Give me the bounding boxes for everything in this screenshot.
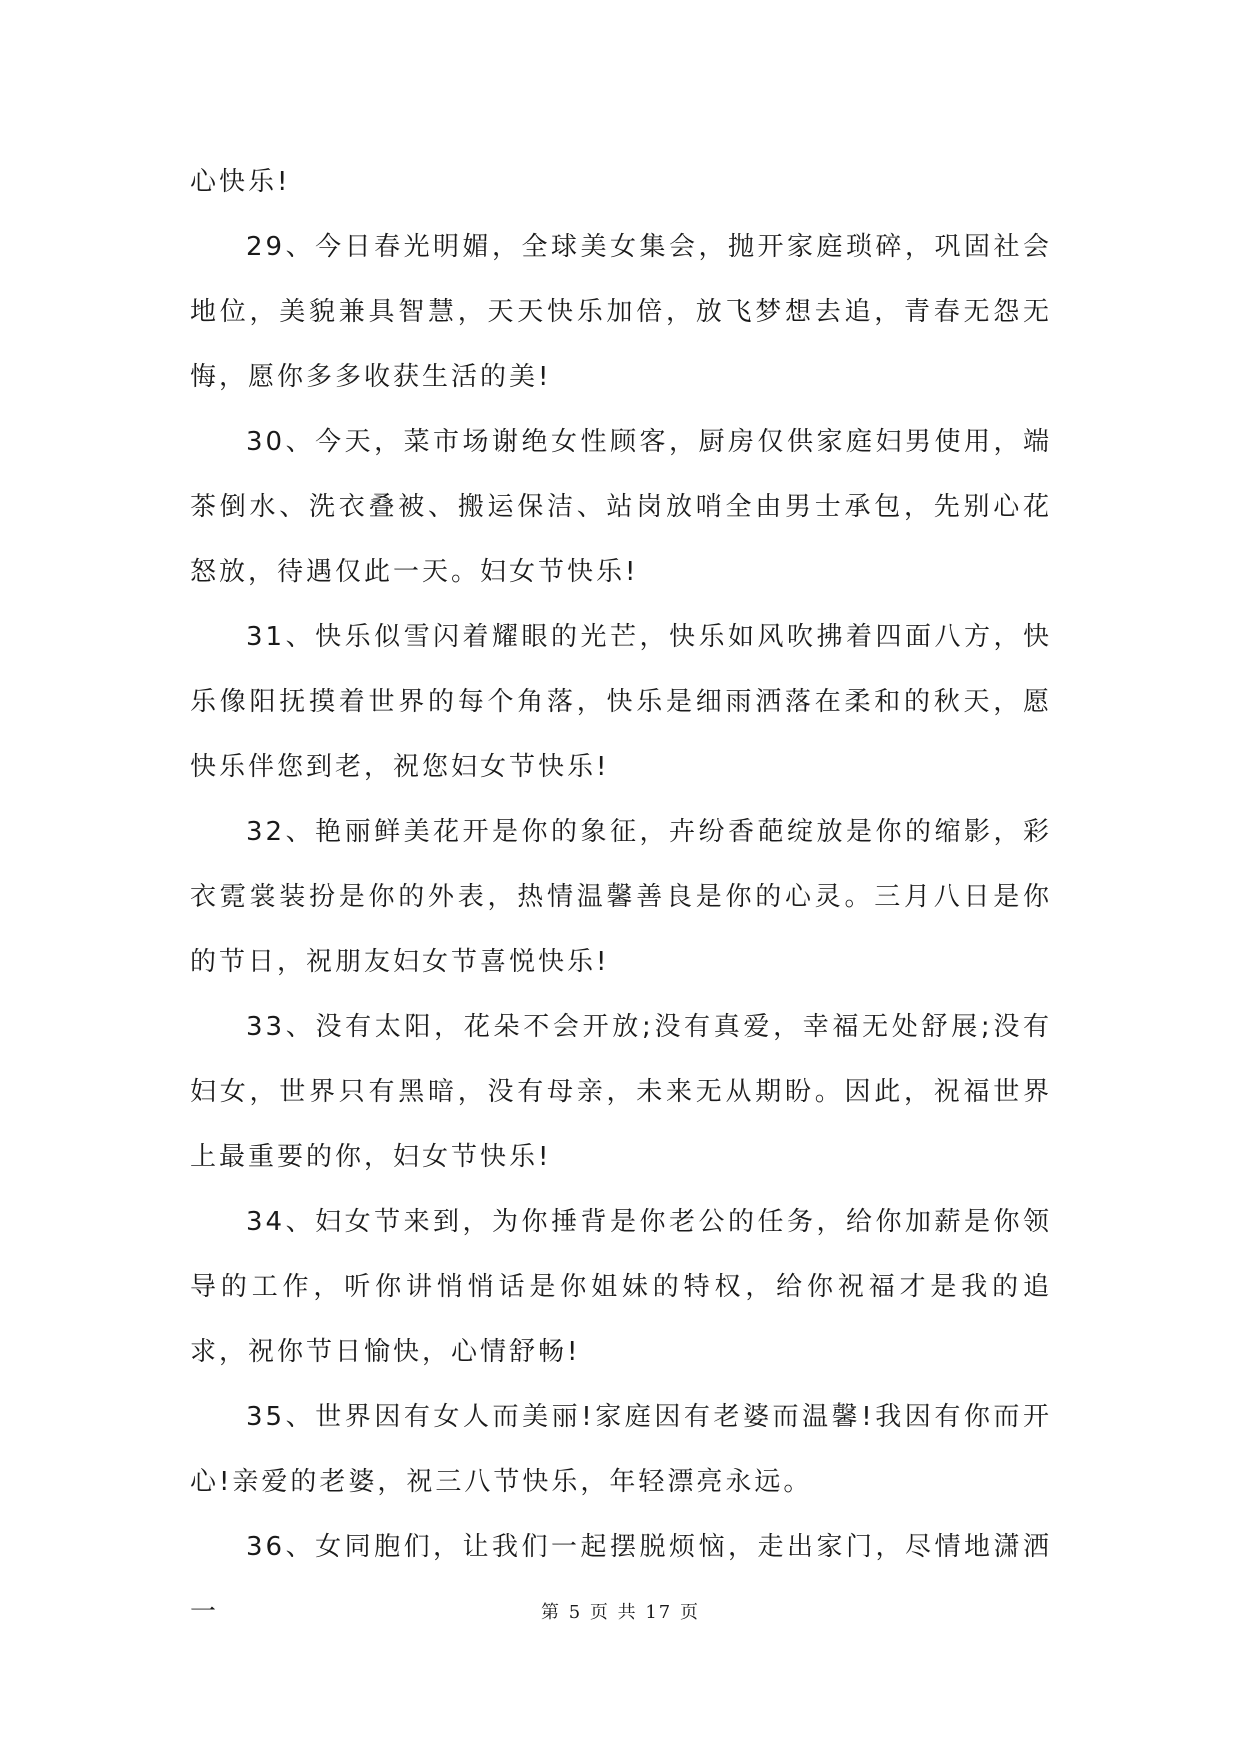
paragraph-30: 30、今天，菜市场谢绝女性顾客，厨房仅供家庭妇男使用，端茶倒水、洗衣叠被、搬运保洁、站岗放哨全由男士承包，先别心花怒放，待遇仅此一天。妇女节快乐! (190, 427, 1052, 587)
paragraph-continuation: 心快乐! (190, 167, 291, 197)
paragraph-29: 29、今日春光明媚，全球美女集会，抛开家庭琐碎，巩固社会地位，美貌兼具智慧，天天快乐加倍，放飞梦想去追，青春无怨无悔，愿你多多收获生活的美! (190, 232, 1052, 392)
paragraph-35: 35、世界因有女人而美丽!家庭因有老婆而温馨!我因有你而开心!亲爱的老婆，祝三八节快乐，年轻漂亮永远。 (190, 1402, 1052, 1497)
paragraph-32: 32、艳丽鲜美花开是你的象征，卉纷香葩绽放是你的缩影，彩衣霓裳装扮是你的外表，热情温馨善良是你的心灵。三月八日是你的节日，祝朋友妇女节喜悦快乐! (190, 817, 1052, 977)
paragraph-31: 31、快乐似雪闪着耀眼的光芒，快乐如风吹拂着四面八方，快乐像阳抚摸着世界的每个角落，快乐是细雨洒落在柔和的秋天，愿快乐伴您到老，祝您妇女节快乐! (190, 622, 1052, 782)
page-number-footer: 第 5 页 共 17 页 (541, 1602, 700, 1623)
paragraph-34: 34、妇女节来到，为你捶背是你老公的任务，给你加薪是你领导的工作，听你讲悄悄话是你姐妹的特权，给你祝福才是我的追求，祝你节日愉快，心情舒畅! (190, 1207, 1052, 1367)
paragraph-33: 33、没有太阳，花朵不会开放;没有真爱，幸福无处舒展;没有妇女，世界只有黑暗，没有母亲，未来无从期盼。因此，祝福世界上最重要的你，妇女节快乐! (190, 1012, 1052, 1172)
paragraph-36: 36、女同胞们，让我们一起摆脱烦恼，走出家门，尽情地潇洒一 (190, 1532, 1052, 1627)
body-text (190, 150, 1052, 1645)
